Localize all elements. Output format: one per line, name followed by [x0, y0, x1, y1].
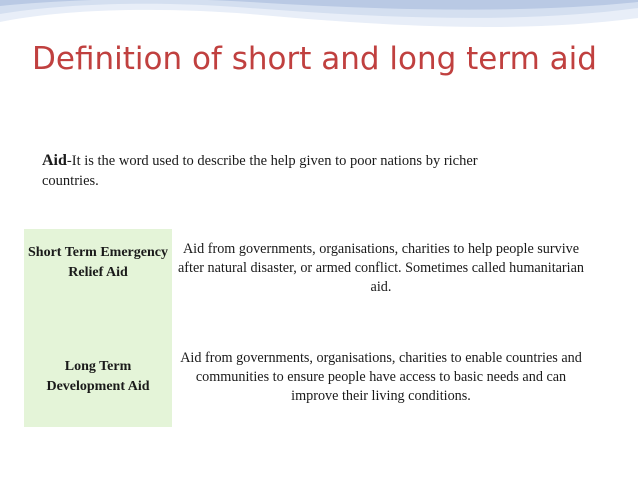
- slide-title: Definition of short and long term aid: [32, 41, 597, 77]
- short-term-description: Aid from governments, organisations, charities to help people survive after natural disaster, or armed conflict. Sometimes called humanitarian aid.: [172, 229, 590, 323]
- definition-text: -It is the word used to describe the help given to poor nations by richer countries.: [42, 153, 478, 189]
- aid-types-table: [24, 229, 590, 427]
- long-term-label: Long Term Development Aid: [24, 323, 172, 427]
- aid-definition: [42, 151, 522, 191]
- short-term-label: Short Term Emergency Relief Aid: [24, 229, 172, 323]
- long-term-description: Aid from governments, organisations, charities to enable countries and communities to ensure people have access to basic needs and can improve their living conditions.: [172, 323, 590, 427]
- definition-term: Aid: [42, 152, 67, 169]
